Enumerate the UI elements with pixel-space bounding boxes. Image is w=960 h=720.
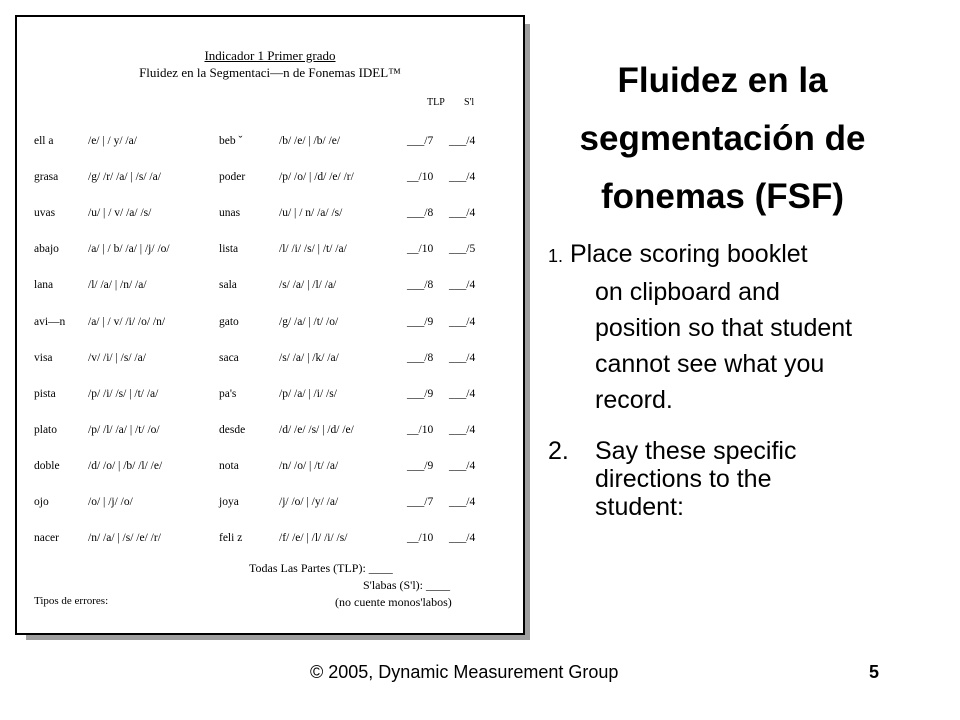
score-tlp: ___/9 [407,459,434,472]
phonemes-2: /f/ /e/ | /l/ /i/ /s/ [279,532,348,545]
phonemes-2: /g/ /a/ | /t/ /o/ [279,315,339,328]
word-2: pa's [219,387,237,400]
word-2: gato [219,315,239,328]
word-1: ell a [34,135,54,147]
phonemes-1: /o/ | /j/ /o/ [88,496,133,508]
score-sl: ___/4 [449,279,476,292]
score-sl: ___/4 [449,207,476,220]
word-1: doble [34,459,60,472]
word-1: nacer [34,532,59,545]
score-sl: ___/4 [449,459,476,472]
phonemes-2: /u/ | / n/ /a/ /s/ [279,207,343,220]
score-sl: ___/4 [449,135,476,147]
word-1: abajo [34,243,59,256]
column-header-tlp: TLP [427,97,445,108]
step-text: on clipboard and [595,278,780,306]
word-2: sala [219,279,237,292]
step-number: 2. [548,437,569,465]
word-2: poder [219,171,246,184]
score-tlp: ___/9 [407,387,434,400]
step-text: student: [595,493,684,521]
phonemes-1: /p/ /l/ /a/ | /t/ /o/ [88,423,160,436]
phonemes-2: /j/ /o/ | /y/ /a/ [279,496,339,508]
score-tlp: __/10 [407,423,434,436]
slide-title-line: Fluidez en la [617,61,828,100]
copyright: © 2005, Dynamic Measurement Group [310,662,619,682]
sheet-row [17,496,523,512]
word-1: grasa [34,171,59,184]
summary-note: (no cuente monos'labos) [335,595,452,609]
sheet-row [17,135,523,151]
score-sl: ___/4 [449,423,476,436]
word-1: visa [34,351,53,364]
score-sl: ___/4 [449,315,476,328]
phonemes-1: /n/ /a/ | /s/ /e/ /r/ [88,532,161,545]
sheet-row [17,171,523,187]
score-tlp: ___/8 [407,351,434,364]
phonemes-2: /s/ /a/ | /k/ /a/ [279,351,339,364]
score-sl: ___/4 [449,532,476,545]
score-tlp: __/10 [407,532,434,545]
word-2: nota [219,459,239,472]
score-sl: ___/4 [449,387,476,400]
errors-label: Tipos de errores: [34,595,109,607]
slide-title [540,52,905,226]
phonemes-1: /g/ /r/ /a/ | /s/ /a/ [88,171,161,184]
page-number: 5 [869,662,880,682]
step-text: cannot see what you [595,350,825,378]
phonemes-2: /s/ /a/ | /l/ /a/ [279,279,337,292]
score-sl: ___/4 [449,496,476,508]
score-tlp: ___/7 [407,135,434,147]
phonemes-2: /n/ /o/ | /t/ /a/ [279,459,339,472]
sheet-row [17,388,523,404]
sheet-row [17,424,523,440]
score-sl: ___/4 [449,171,476,184]
phonemes-2: /d/ /e/ /s/ | /d/ /e/ [279,423,354,436]
sheet-row [17,243,523,259]
phonemes-2: /p/ /o/ | /d/ /e/ /r/ [279,171,354,184]
score-sl: ___/4 [449,351,476,364]
phonemes-1: /p/ /i/ /s/ | /t/ /a/ [88,387,159,400]
word-2: lista [219,243,239,256]
word-1: ojo [34,496,49,508]
phonemes-1: /v/ /i/ | /s/ /a/ [88,351,146,364]
sheet-row [17,352,523,368]
slide-title-line: fonemas (FSF) [600,177,845,216]
score-tlp: __/10 [407,243,434,256]
step-text: position so that student [595,314,853,342]
summary-sl: S'labas (S'l): ____ [363,578,450,592]
step-text: Say these specific [595,437,797,465]
sheet-row [17,316,523,332]
word-2: desde [219,423,246,436]
word-1: lana [34,279,54,292]
column-header-sl: S'l [464,97,475,108]
word-1: plato [34,423,57,436]
score-tlp: ___/8 [407,279,434,292]
word-1: pista [34,387,56,400]
sheet-title: Indicador 1 Primer grado [204,48,336,63]
word-2: saca [219,351,239,364]
phonemes-2: /p/ /a/ | /i/ /s/ [279,387,337,400]
score-tlp: ___/7 [407,496,434,508]
sheet-row [17,532,523,548]
sheet-row [17,460,523,476]
word-2: beb ˇ [219,135,243,147]
step-text: record. [595,386,673,414]
summary-tlp: Todas Las Partes (TLP): ____ [249,561,393,575]
step-1 [548,236,852,418]
phonemes-1: /u/ | / v/ /a/ /s/ [88,207,152,220]
score-sl: ___/5 [449,243,476,256]
phonemes-2: /b/ /e/ | /b/ /e/ [279,135,341,147]
sheet-row [17,207,523,223]
word-2: joya [219,496,239,508]
phonemes-2: /l/ /i/ /s/ | /t/ /a/ [279,243,347,256]
word-2: feli z [219,532,243,545]
phonemes-1: /a/ | / v/ /i/ /o/ /n/ [88,315,166,328]
phonemes-1: /e/ | / y/ /a/ [88,135,137,147]
word-1: avi—n [34,315,66,328]
scoring-sheet-image [15,15,525,635]
step-number: 1. [548,246,564,266]
score-tlp: __/10 [407,171,434,184]
step-text: Place scoring booklet [569,240,808,268]
phonemes-1: /a/ | / b/ /a/ | /j/ /o/ [88,243,170,256]
score-tlp: ___/9 [407,315,434,328]
phonemes-1: /l/ /a/ | /n/ /a/ [88,279,147,292]
word-1: uvas [34,207,56,220]
sheet-subtitle: Fluidez en la Segmentaci—n de Fonemas IDEL™ [139,65,401,80]
step-text: directions to the [595,465,772,493]
sheet-row [17,279,523,295]
score-tlp: ___/8 [407,207,434,220]
step-2 [548,437,797,521]
word-2: unas [219,207,241,220]
slide-title-line: segmentación de [579,119,866,158]
phonemes-1: /d/ /o/ | /b/ /l/ /e/ [88,459,163,472]
